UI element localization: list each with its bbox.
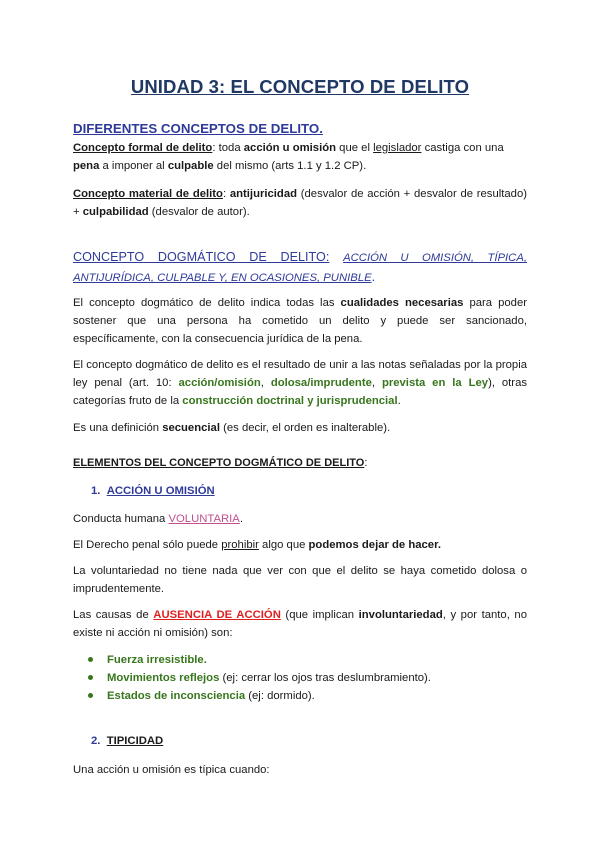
paragraph-ausencia-accion: Las causas de AUSENCIA DE ACCIÓN (que implican involuntariedad, y por tanto, no existe ni acción ni omisión) son: (73, 609, 527, 639)
paragraph-dogmatico-2: El concepto dogmático de delito es el resultado de unir a las notas señaladas por la propia ley penal (art. 10: acción/omisión, dolosa/imprudente, prevista en la Ley), otras categorías fruto de la construcción doctrinal y jurisprudencial. (73, 359, 528, 407)
section-heading-elementos: ELEMENTOS DEL CONCEPTO DOGMÁTICO DE DELITO: (73, 457, 368, 469)
bullet-icon (88, 657, 93, 662)
paragraph-conducta-humana: Conducta humana VOLUNTARIA. (73, 513, 243, 525)
list-number: 2. (91, 735, 101, 747)
list-number: 1. (91, 485, 101, 497)
page-title: UNIDAD 3: EL CONCEPTO DE DELITO (130, 76, 470, 97)
list-item-accion-omision (91, 485, 215, 497)
paragraph-dogmatico-1: El concepto dogmático de delito indica todas las cualidades necesarias para poder sostener que una persona ha cometido un delito y puede ser sancionado, específicamente, con la consecuencia jurídica de la pena. (73, 297, 527, 345)
section-heading-dogmatico: CONCEPTO DOGMÁTICO DE DELITO: ACCIÓN U OMISIÓN, TÍPICA, ANTIJURÍDICA, CULPABLE Y, EN OCASIONES, PUNIBLE. (73, 250, 528, 284)
label-concepto-material: Concepto material de delito (73, 188, 223, 200)
paragraph-concepto-material: Concepto material de delito: antijuricidad (desvalor de acción + desvalor de resultado) + culpabilidad (desvalor de autor). (73, 188, 527, 218)
bullet-item: Fuerza irresistible. (88, 651, 207, 669)
bullet-icon (88, 675, 93, 680)
paragraph-tipica-cuando: Una acción u omisión es típica cuando: (73, 764, 270, 776)
paragraph-secuencial: Es una definición secuencial (es decir, el orden es inalterable). (73, 422, 391, 434)
paragraph-derecho-penal: El Derecho penal sólo puede prohibir algo que podemos dejar de hacer. (73, 539, 442, 551)
definition-dogmatico: ACCIÓN U OMISIÓN, TÍPICA, ANTIJURÍDICA, CULPABLE Y, EN OCASIONES, PUNIBLE (73, 252, 528, 284)
list-item-tipicidad (91, 735, 163, 747)
bullet-item: Estados de inconsciencia (ej: dormido). (88, 687, 315, 705)
section-heading-conceptos: DIFERENTES CONCEPTOS DE DELITO. (73, 121, 323, 136)
item-title-accion-omision: ACCIÓN U OMISIÓN (106, 485, 215, 497)
bullet-item: Movimientos reflejos (ej: cerrar los ojos tras deslumbramiento). (88, 669, 431, 687)
item-title-tipicidad: TIPICIDAD (106, 735, 164, 747)
paragraph-voluntariedad: La voluntariedad no tiene nada que ver con que el delito se haya cometido dolosa o imprudentemente. (73, 565, 527, 595)
label-concepto-formal: Concepto formal de delito (73, 142, 213, 154)
bullet-icon (88, 693, 93, 698)
paragraph-concepto-formal: Concepto formal de delito: toda acción u omisión que el legislador castiga con una pena a imponer al culpable del mismo (arts 1.1 y 1.2 CP). (73, 142, 504, 172)
